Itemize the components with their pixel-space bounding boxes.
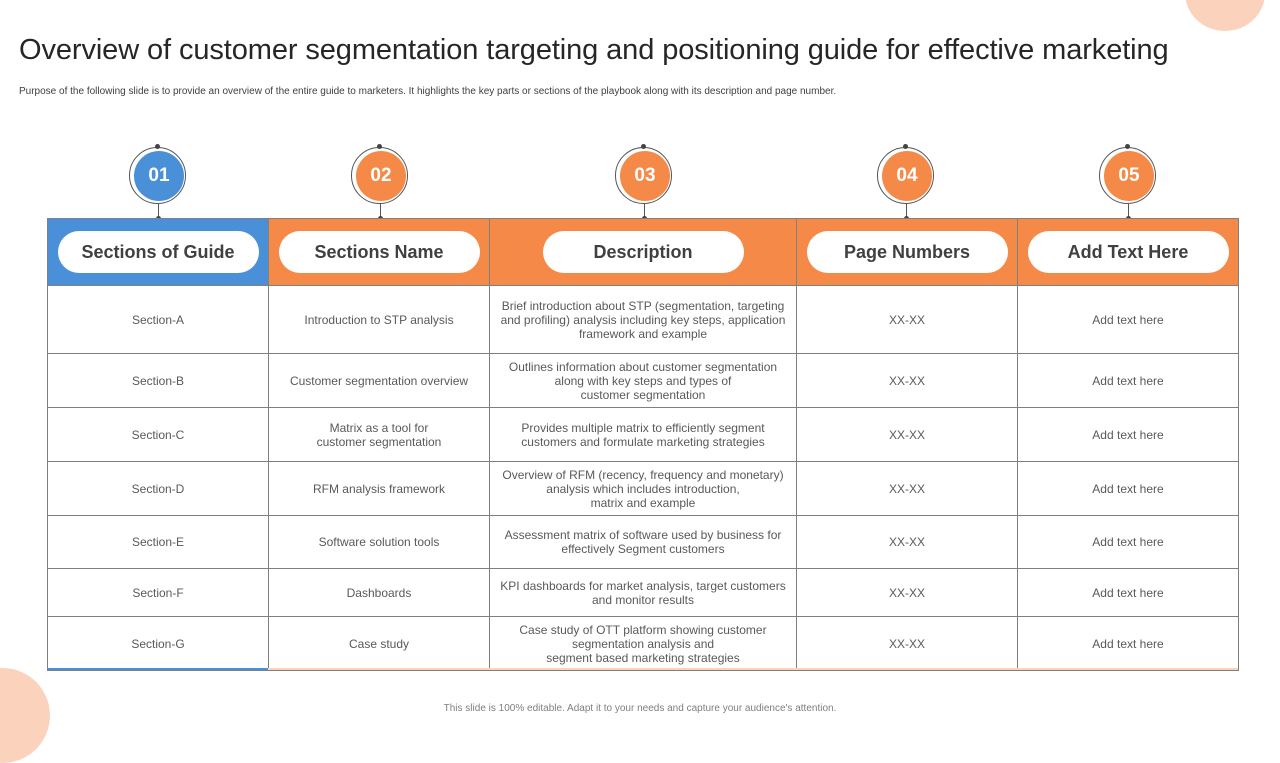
header-sections-of-guide bbox=[48, 219, 269, 286]
cell-page-numbers: XX-XX bbox=[797, 569, 1018, 617]
table-row bbox=[48, 516, 1239, 569]
cell-add-text: Add text here bbox=[1018, 408, 1239, 462]
cell-add-text: Add text here bbox=[1018, 569, 1239, 617]
cell-description: Provides multiple matrix to efficiently segment customers and formulate marketing strategies bbox=[490, 408, 797, 462]
badge-connector-dot bbox=[903, 144, 908, 149]
header-label: Description bbox=[543, 231, 744, 273]
badge-number: 01 bbox=[134, 151, 184, 201]
badge-connector-dot bbox=[1125, 144, 1130, 149]
header-label: Sections Name bbox=[279, 231, 480, 273]
header-label: Sections of Guide bbox=[58, 231, 259, 273]
cell-section-name: RFM analysis framework bbox=[269, 462, 490, 516]
cell-section-name: Introduction to STP analysis bbox=[269, 286, 490, 354]
cell-page-numbers: XX-XX bbox=[797, 516, 1018, 569]
header-sections-name bbox=[269, 219, 490, 286]
cell-section: Section-E bbox=[48, 516, 269, 569]
slide-footer: This slide is 100% editable. Adapt it to your needs and capture your audience's attention. bbox=[443, 703, 837, 714]
cell-section: Section-D bbox=[48, 462, 269, 516]
table-row bbox=[48, 462, 1239, 516]
header-add-text bbox=[1018, 219, 1239, 286]
guide-table bbox=[47, 218, 1239, 671]
header-description bbox=[490, 219, 797, 286]
cell-description: Overview of RFM (recency, frequency and monetary) analysis which includes introduction, matrix and example bbox=[490, 462, 797, 516]
cell-description: Case study of OTT platform showing customer segmentation analysis and segment based marketing strategies bbox=[490, 617, 797, 671]
table-row bbox=[48, 408, 1239, 462]
cell-page-numbers: XX-XX bbox=[797, 462, 1018, 516]
cell-section-name: Customer segmentation overview bbox=[269, 354, 490, 408]
cell-add-text: Add text here bbox=[1018, 516, 1239, 569]
cell-add-text: Add text here bbox=[1018, 354, 1239, 408]
decorative-circle-bottom-left bbox=[0, 668, 50, 763]
cell-section: Section-C bbox=[48, 408, 269, 462]
cell-add-text: Add text here bbox=[1018, 617, 1239, 671]
table-row bbox=[48, 354, 1239, 408]
cell-section-name: Dashboards bbox=[269, 569, 490, 617]
badge-03 bbox=[615, 147, 675, 207]
table-row bbox=[48, 569, 1239, 617]
badge-01 bbox=[129, 147, 189, 207]
header-label: Add Text Here bbox=[1028, 231, 1229, 273]
cell-page-numbers: XX-XX bbox=[797, 408, 1018, 462]
decorative-circle-top-right bbox=[1185, 0, 1265, 31]
header-page-numbers bbox=[797, 219, 1018, 286]
slide-title: Overview of customer segmentation targeting and positioning guide for effective marketing bbox=[19, 34, 1169, 66]
cell-description: Assessment matrix of software used by business for effectively Segment customers bbox=[490, 516, 797, 569]
table-bottom-accent-orange bbox=[268, 668, 1238, 670]
cell-description: Brief introduction about STP (segmentation, targeting and profiling) analysis including key steps, application framework and example bbox=[490, 286, 797, 354]
cell-section-name: Software solution tools bbox=[269, 516, 490, 569]
badge-02 bbox=[351, 147, 411, 207]
cell-add-text: Add text here bbox=[1018, 462, 1239, 516]
cell-section: Section-F bbox=[48, 569, 269, 617]
badge-number: 02 bbox=[356, 151, 406, 201]
slide-subtitle: Purpose of the following slide is to provide an overview of the entire guide to marketers. It highlights the key parts or sections of the playbook along with its description and page number. bbox=[19, 86, 837, 97]
cell-page-numbers: XX-XX bbox=[797, 617, 1018, 671]
cell-page-numbers: XX-XX bbox=[797, 286, 1018, 354]
badge-connector-dot bbox=[155, 144, 160, 149]
cell-section-name: Matrix as a tool for customer segmentation bbox=[269, 408, 490, 462]
cell-section: Section-B bbox=[48, 354, 269, 408]
table-header-row bbox=[48, 219, 1239, 286]
badge-connector-dot bbox=[377, 144, 382, 149]
badge-number: 03 bbox=[620, 151, 670, 201]
badge-number: 05 bbox=[1104, 151, 1154, 201]
header-label: Page Numbers bbox=[807, 231, 1008, 273]
cell-page-numbers: XX-XX bbox=[797, 354, 1018, 408]
badge-04 bbox=[877, 147, 937, 207]
badge-connector-dot bbox=[641, 144, 646, 149]
cell-description: KPI dashboards for market analysis, target customers and monitor results bbox=[490, 569, 797, 617]
badge-05 bbox=[1099, 147, 1159, 207]
cell-description: Outlines information about customer segmentation along with key steps and types of customer segmentation bbox=[490, 354, 797, 408]
table-row bbox=[48, 286, 1239, 354]
cell-section-name: Case study bbox=[269, 617, 490, 671]
cell-add-text: Add text here bbox=[1018, 286, 1239, 354]
cell-section: Section-A bbox=[48, 286, 269, 354]
table-row bbox=[48, 617, 1239, 671]
cell-section: Section-G bbox=[48, 617, 269, 671]
badge-number: 04 bbox=[882, 151, 932, 201]
table-bottom-accent-blue bbox=[47, 668, 268, 670]
